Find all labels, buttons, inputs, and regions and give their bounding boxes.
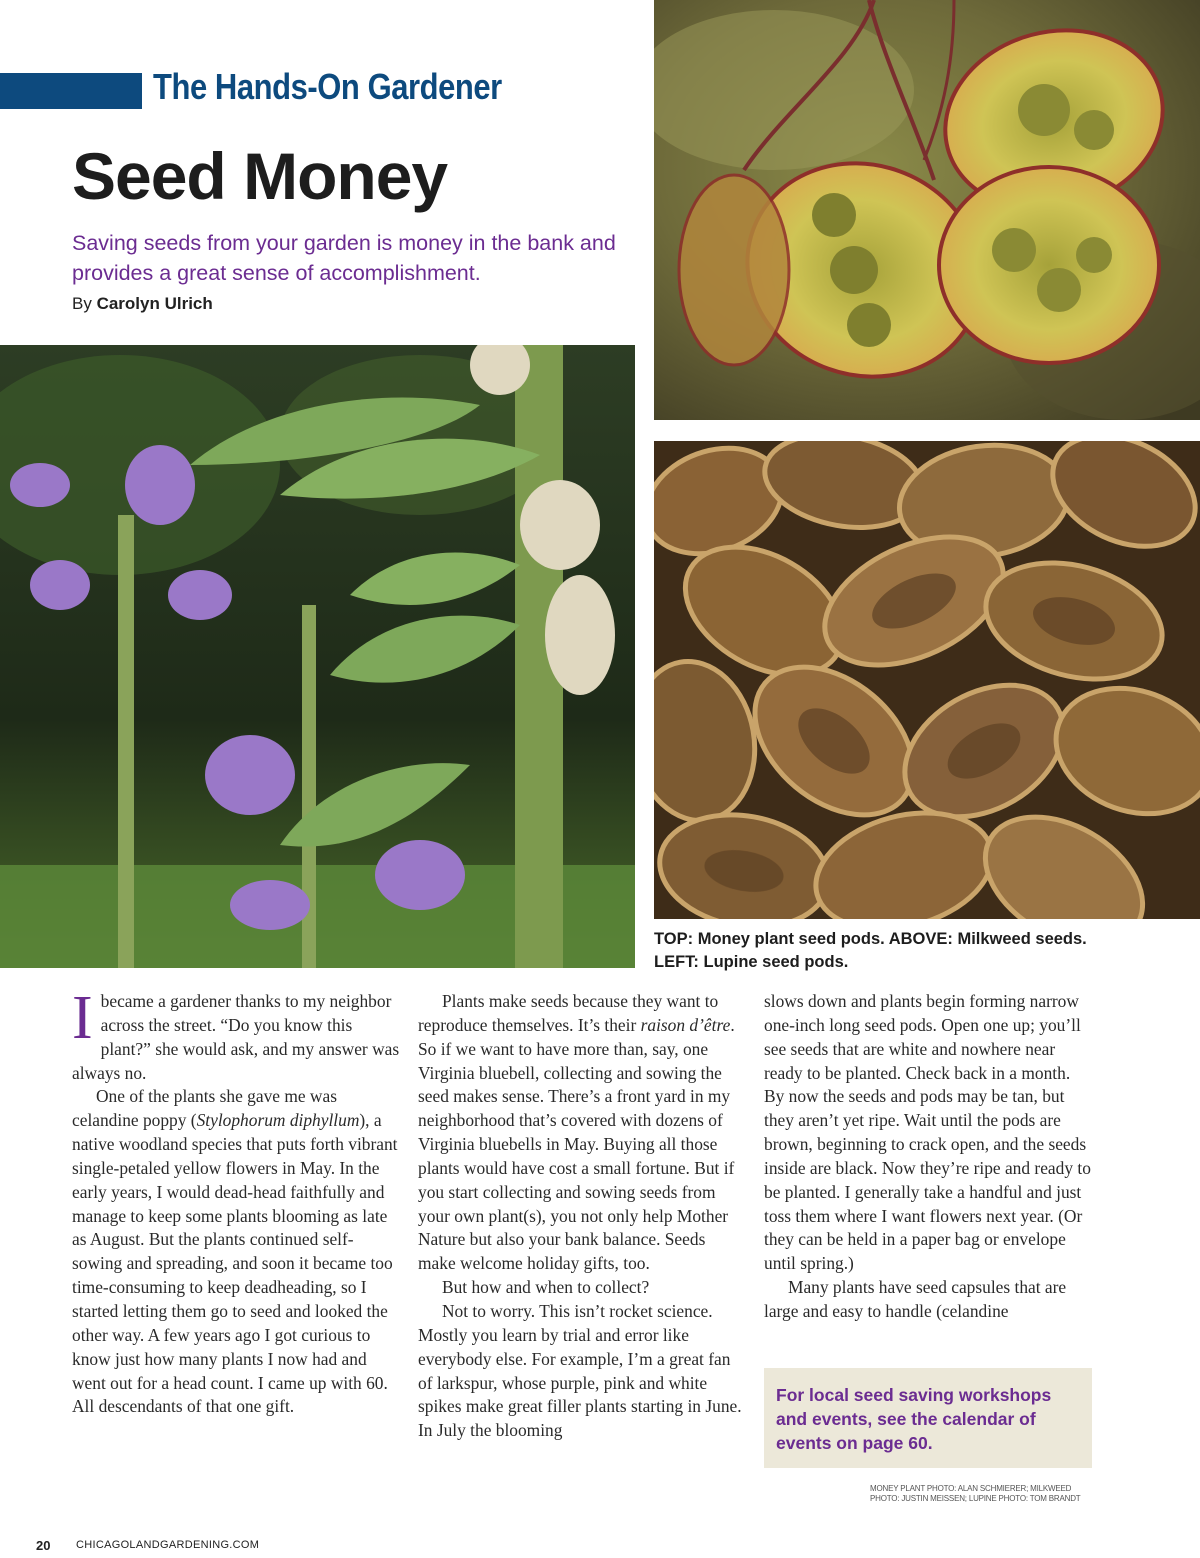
- byline: [72, 294, 213, 314]
- section-color-bar: [0, 73, 142, 109]
- callout-text: For local seed saving workshops and events, see the calendar of events on page 60.: [776, 1385, 1052, 1453]
- body-paragraph: Many plants have seed capsules that are large and easy to handle (celandine: [764, 1277, 1067, 1321]
- article-headline: Seed Money: [72, 139, 448, 213]
- website-footer: CHICAGOLANDGARDENING.COM: [76, 1539, 260, 1551]
- photo-credits: MONEY PLANT PHOTO: ALAN SCHMIERER; MILKWEED PHOTO: JUSTIN MEISSEN; LUPINE PHOTO: TOM BRANDT: [870, 1484, 1081, 1503]
- botanical-name: Stylophorum diphyllum: [196, 1110, 360, 1131]
- lupine-seed-pods-photo: [0, 345, 635, 968]
- milkweed-seeds-photo: [654, 441, 1200, 919]
- drop-cap: I: [72, 984, 93, 1052]
- photo-caption: TOP: Money plant seed pods. ABOVE: Milkweed seeds. LEFT: Lupine seed pods.: [654, 930, 1087, 971]
- page-number: 20: [36, 1538, 51, 1553]
- body-text: ), a native woodland species that puts forth vibrant single-petaled yellow flowers in May. In the early years, I would dead-head faithfully and manage to keep some plants blooming as late as August. But the plants continued self-sowing and spreading, and soon it became too time-consuming to keep deadheading, so I started letting them go to seed and looked the other way. A few years ago I got curious to know just how many plants I now had and went out for a head count. I came up with 60. All descendants of that one gift.: [72, 1110, 398, 1417]
- article-deck: Saving seeds from your garden is money in the bank and provides a great sense of accomplishment.: [72, 231, 616, 285]
- article-column-2: [418, 990, 744, 1443]
- body-text: Plants make seeds because they want to reproduce themselves. It’s their: [418, 991, 719, 1035]
- article-column-1: [72, 984, 402, 1419]
- money-plant-seed-pods-photo: [654, 0, 1200, 420]
- byline-prefix: By: [72, 294, 92, 313]
- body-paragraph: Not to worry. This isn’t rocket science. Mostly you learn by trial and error like everybody else. For example, I’m a great fan of larkspur, whose purple, pink and white spikes make great filler plants starting in June. In July the blooming: [418, 1300, 742, 1441]
- author-name: Carolyn Ulrich: [96, 294, 213, 313]
- body-text: . So if we want to have more than, say, one Virginia bluebell, collecting and sowing the seed makes sense. There’s a front yard in my neighborhood that’s covered with dozens of Virginia bluebells in May. Buying all those plants would have cost a small fortune. But if you start collecting and sowing seeds from your own plant(s), you not only help Mother Nature but also your bank balance. Seeds make welcome holiday gifts, too.: [418, 1014, 735, 1274]
- body-paragraph: [418, 990, 744, 1276]
- body-paragraph: [72, 1085, 402, 1419]
- body-text: One of the plants she gave me was celandine poppy (: [72, 1086, 337, 1131]
- section-title: The Hands-On Gardener: [153, 66, 502, 107]
- body-paragraph: slows down and plants begin forming narrow one-inch long seed pods. Open one up; you’ll see seeds that are white and nowhere near ready to be planted. Check back in a month. By now the seeds and pods may be tan, but they aren’t yet ripe. Wait until the pods are brown, beginning to crack open, and the seeds inside are black. Now they’re ripe and ready to be planted. I generally take a handful and just toss them where I want flowers next year. (Or they can be held in a paper bag or envelope until spring.): [764, 991, 1091, 1274]
- body-text: became a gardener thanks to my neighbor across the street. “Do you know this plant?” she would ask, and my answer was always no.: [72, 991, 400, 1083]
- article-column-3: [764, 990, 1094, 1324]
- italic-phrase: raison d’être: [640, 1014, 731, 1035]
- body-paragraph: [72, 984, 402, 1085]
- body-paragraph: But how and when to collect?: [442, 1277, 650, 1298]
